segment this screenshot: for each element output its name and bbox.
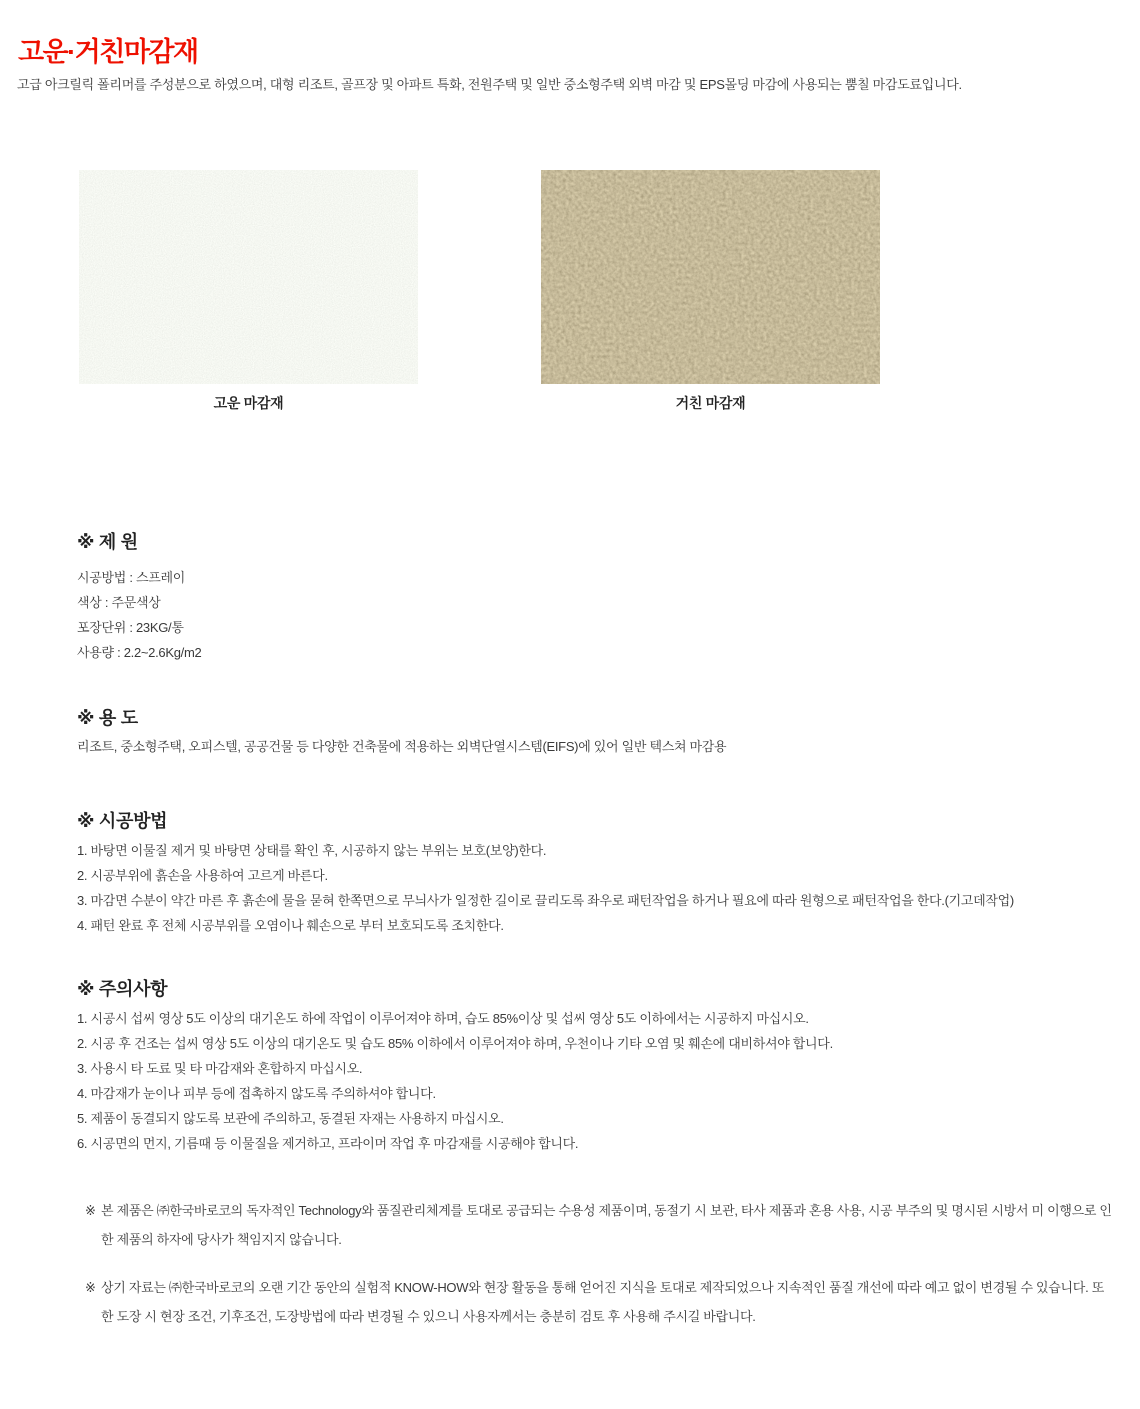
- sample-rough-finish: [541, 170, 880, 413]
- fine-finish-texture-image: [79, 170, 418, 384]
- caution-item: 2. 시공 후 건조는 섭씨 영상 5도 이상의 대기온도 및 습도 85% 이하에서 이루어져야 하며, 우천이나 기타 오염 및 훼손에 대비하셔야 합니다.: [77, 1036, 833, 1051]
- footnotes: [85, 1196, 1115, 1350]
- method-step: 4. 패턴 완료 후 전체 시공부위를 오염이나 훼손으로 부터 보호되도록 조치한다.: [77, 918, 504, 933]
- sample-fine-finish: [79, 170, 418, 413]
- spec-item: 사용량 : 2.2~2.6Kg/m2: [77, 645, 202, 660]
- caution-item: 3. 사용시 타 도료 및 타 마감재와 혼합하지 마십시오.: [77, 1061, 363, 1076]
- page-title: 고운·거친마감재: [18, 37, 198, 67]
- footnote-disclaimer-product: [85, 1196, 1115, 1254]
- section-cautions: [77, 978, 1139, 1156]
- method-list: [77, 838, 1139, 938]
- section-heading-usage: ※ 용 도: [77, 708, 138, 728]
- caution-item: 6. 시공면의 먼지, 기름때 등 이물질을 제거하고, 프라이머 작업 후 마감재를 시공해야 합니다.: [77, 1136, 579, 1151]
- spec-item: 포장단위 : 23KG/통: [77, 620, 184, 635]
- method-step: 1. 바탕면 이물질 제거 및 바탕면 상태를 확인 후, 시공하지 않는 부위는 보호(보양)한다.: [77, 843, 547, 858]
- section-specifications: [77, 531, 1139, 665]
- rough-finish-texture-image: [541, 170, 880, 384]
- footnote-text: 본 제품은 ㈜한국바로코의 독자적인 Technology와 품질관리체계를 토대로 공급되는 수용성 제품이며, 동절기 시 보관, 타사 제품과 혼용 사용, 시공 부주의 및 명시된 시방서 미 이행으로 인한 제품의 하자에 당사가 책임지지 않습니다.: [101, 1203, 1112, 1247]
- section-application-method: [77, 810, 1139, 938]
- footnote-marker: ※: [85, 1280, 96, 1295]
- footnote-disclaimer-data: [85, 1273, 1115, 1331]
- caution-item: 1. 시공시 섭씨 영상 5도 이상의 대기온도 하에 작업이 이루어져야 하며, 습도 85%이상 및 섭씨 영상 5도 이하에서는 시공하지 마십시오.: [77, 1011, 809, 1026]
- sample-caption-rough: 거친 마감재: [675, 395, 746, 411]
- caution-item: 4. 마감재가 눈이나 피부 등에 접촉하지 않도록 주의하셔야 합니다.: [77, 1086, 436, 1101]
- caution-item: 5. 제품이 동결되지 않도록 보관에 주의하고, 동결된 자재는 사용하지 마십시오.: [77, 1111, 504, 1126]
- section-usage: [77, 707, 1139, 756]
- spec-item: 시공방법 : 스프레이: [77, 570, 185, 585]
- section-heading-specifications: ※ 제 원: [77, 532, 138, 552]
- footnote-marker: ※: [85, 1203, 96, 1218]
- footnote-text: 상기 자료는 ㈜한국바로코의 오랜 기간 동안의 실험적 KNOW-HOW와 현장 활동을 통해 얻어진 지식을 토대로 제작되었으나 지속적인 품질 개선에 따라 예고 없이 변경될 수 있습니다. 또한 도장 시 현장 조건, 기후조건, 도장방법에 따라 변경될 수 있으니 사용자께서는 충분히 검토 후 사용해 주시길 바랍니다.: [101, 1280, 1104, 1324]
- sample-images-row: [79, 170, 880, 413]
- intro-text: 고급 아크릴릭 폴리머를 주성분으로 하였으며, 대형 리조트, 골프장 및 아파트 특화, 전원주택 및 일반 중소형주택 외벽 마감 및 EPS몰딩 마감에 사용되는 뿜칠 마감도료입니다.: [17, 77, 962, 92]
- caution-list: [77, 1006, 1139, 1156]
- spec-item: 색상 : 주문색상: [77, 595, 161, 610]
- sample-caption-fine: 고운 마감재: [213, 395, 284, 411]
- section-heading-application-method: ※ 시공방법: [77, 811, 168, 831]
- method-step: 3. 마감면 수분이 약간 마른 후 흙손에 물을 묻혀 한쪽면으로 무늬사가 일정한 길이로 끌리도록 좌우로 패턴작업을 하거나 필요에 따라 원형으로 패턴작업을 한다.(기고데작업): [77, 893, 1014, 908]
- spec-list: [77, 565, 1139, 665]
- method-step: 2. 시공부위에 흙손을 사용하여 고르게 바른다.: [77, 868, 328, 883]
- usage-text: 리조트, 중소형주택, 오피스텔, 공공건물 등 다양한 건축물에 적용하는 외벽단열시스템(EIFS)에 있어 일반 텍스쳐 마감용: [77, 739, 727, 754]
- section-heading-cautions: ※ 주의사항: [77, 979, 168, 999]
